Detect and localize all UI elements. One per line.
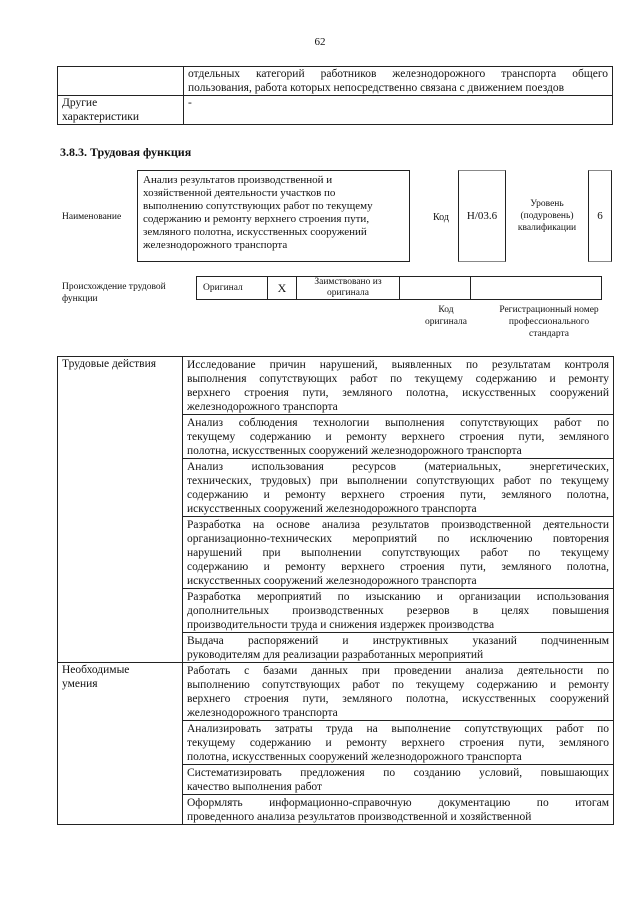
labor-action-item: Анализ соблюдения технологии выполнения сопутствующих работ по текущему содержанию и ремонту верхнего строения пути, земляного полотна, искусственных сооружений железнодорожного транспорта	[183, 415, 614, 459]
characteristics-table	[57, 66, 613, 125]
origin-label: Происхождение трудовой функции	[62, 282, 166, 304]
skill-item: Анализировать затраты труда на выполнение сопутствующих работ по текущему содержанию и ремонту верхнего строения пути, земляного полотна, искусственных сооружений железнодорожного транспорта	[183, 721, 614, 765]
labor-function-table	[57, 356, 614, 825]
original-code-caption: Код оригинала	[425, 305, 467, 327]
labor-action-item: Разработка на основе анализа результатов производственной деятельности организационно-технических мероприятий по исключению повторения нарушений при выполнении сопутствующих работ по текущему содержанию и ремонту верхнего строения пути, земляного полотна, искусственных сооружений железнодорожного транспорта	[183, 517, 614, 589]
table-row	[58, 67, 613, 96]
skill-item: Работать с базами данных при проведении анализа деятельности по выполнению сопутствующих работ по текущему содержанию и ремонту верхнего строения пути, земляного полотна, искусственных сооружений железнодорожного транспорта	[183, 663, 614, 721]
name-label: Наименование	[62, 212, 122, 222]
skill-item: Оформлять информационно-справочную документацию по итогам проведенного анализа результатов производственной и хозяйственной	[183, 795, 614, 825]
other-characteristics-label: Другие характеристики	[58, 96, 184, 125]
table-row	[58, 663, 614, 721]
other-characteristics-value: -	[184, 96, 613, 125]
skill-item: Систематизировать предложения по созданию условий, повышающих качество выполнения работ	[183, 765, 614, 795]
registration-number-caption: Регистрационный номер профессионального стандарта	[499, 305, 599, 339]
code-value: Н/03.6	[458, 170, 506, 262]
skills-label: Необходимые умения	[58, 663, 183, 825]
labor-actions-label: Трудовые действия	[58, 357, 183, 663]
level-value: 6	[588, 170, 612, 262]
function-name-box: Анализ результатов производственной и хозяйственной деятельности участков по выполнению сопутствующих работ по текущему содержанию и ремонту верхнего строения пути, земляного полотна, искусственных сооружений железнодорожного транспорта	[137, 170, 410, 262]
borrowed-label: Заимствовано из оригинала	[297, 277, 400, 300]
labor-action-item: Разработка мероприятий по изысканию и организации использования дополнительных производственных резервов в целях повышения производительности труда и снижения издержек производства	[183, 589, 614, 633]
code-label: Код	[433, 212, 449, 223]
registration-number-cell	[471, 277, 602, 300]
section-title: 3.8.3. Трудовая функция	[60, 145, 192, 159]
labor-action-item: Выдача распоряжений и инструктивных указаний подчиненным руководителям для реализации разработанных мероприятий	[183, 633, 614, 663]
table-row	[58, 357, 614, 415]
page-number: 62	[314, 36, 326, 48]
labor-action-item: Исследование причин нарушений, выявленных по результатам контроля выполнения сопутствующих работ по текущему содержанию и ремонту верхнего строения пути, земляного полотна, искусственных сооружений железнодорожного транспорта	[183, 357, 614, 415]
table-row	[58, 96, 613, 125]
origin-table	[196, 276, 602, 300]
original-code-cell	[400, 277, 471, 300]
characteristics-text: отдельных категорий работников железнодорожного транспорта общего пользования, работа которых непосредственно связана с движением поездов	[184, 67, 613, 96]
table-row	[197, 277, 602, 300]
labor-action-item: Анализ использования ресурсов (материальных, энергетических, технических, трудовых) при выполнении сопутствующих работ по текущему содержанию и ремонту верхнего строения пути, земляного полотна, искусственных сооружений железнодорожного транспорта	[183, 459, 614, 517]
original-label: Оригинал	[197, 277, 268, 300]
level-label: Уровень (подуровень) квалификации	[517, 199, 577, 233]
original-mark: X	[268, 277, 297, 300]
